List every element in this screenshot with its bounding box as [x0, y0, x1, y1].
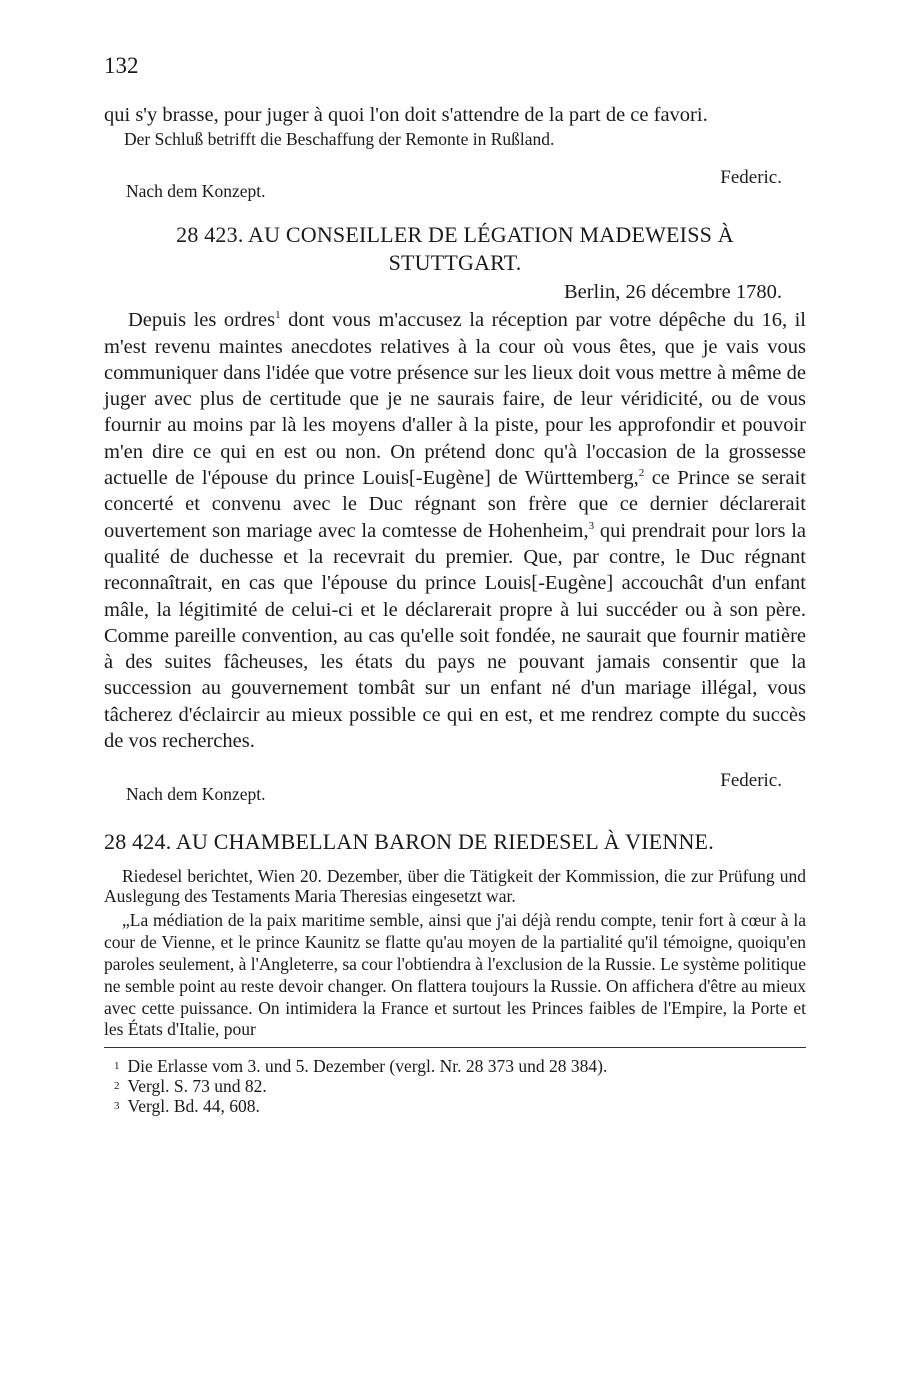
- letter-summary: Riedesel berichtet, Wien 20. Dezember, über die Tätigkeit der Kommission, die zur Prüfung und Auslegung des Testaments Maria Theresias eingesetzt war.: [104, 866, 806, 907]
- signature: Federic.: [720, 167, 782, 189]
- quoted-report: „La médiation de la paix maritime semble, ainsi que j'ai déjà rendu compte, tenir fort à cœur à la cour de Vienne, et le prince Kaunitz se flatte qu'au moyen de la partialité qu'il témoigne, quoiqu'en paroles seulement, à l'Angleterre, sa cour l'obtiendra à l'exclusion de la Russie. Le système politique ne semble point au reste devoir changer. On flattera toujours la Russie. On affichera d'être au mieux avec cette puissance. On intimidera la France et surtout les Princes faibles de l'Empire, la Porte et les États d'Italie, pour: [104, 910, 806, 1040]
- footnote: [104, 1056, 806, 1076]
- footnote: [104, 1096, 806, 1116]
- letter-body: [104, 307, 806, 754]
- footnote: [104, 1076, 806, 1096]
- body-text: Depuis les ordres: [128, 309, 276, 332]
- body-text: qui prendrait pour lors la qualité de duchesse et la recevrait du premier. Que, par contre, le Duc régnant reconnaîtrait, en cas que l'épouse du prince Louis[-Eugène] accouchât d'un enfant mâle, la légitimité de celui-ci et le déclarerait propre à lui succéder ou à son père. Comme pareille convention, au cas qu'elle soit fondée, ne saurait que fournir matière à des suites fâcheuses, les états du pays ne pouvant jamais consentir que la succession au gouvernement tombât sur un enfant né d'un mariage illégal, vous tâcherez d'éclaircir au mieux possible ce qui en est, et me rendrez compte du succès de vos recherches.: [104, 519, 806, 753]
- footnote-divider: [104, 1047, 806, 1048]
- footnote-text: Vergl. S. 73 und 82.: [127, 1076, 267, 1097]
- footnote-text: Die Erlasse vom 3. und 5. Dezember (vergl. Nr. 28 373 und 28 384).: [127, 1056, 608, 1077]
- document-page: [104, 52, 806, 1116]
- footnote-marker: 1: [275, 309, 281, 322]
- letter-dateline: Berlin, 26 décembre 1780.: [563, 281, 782, 304]
- footnote-marker: 2: [114, 1080, 120, 1093]
- page-number: 132: [104, 53, 139, 78]
- body-text: dont vous m'accusez la réception par votre dépêche du 16, il m'est revenu maintes anecdotes relatives à la cour où vous êtes, que je vais vous communiquer dans l'idée que votre présence sur les lieux doit vous mettre à même de juger avec plus de certitude que je ne saurais faire, de leur véridicité, ou de vous fournir au moins par là les moyens d'aller à la piste, pour les approfondir et pouvoir m'en dire ce qui en est ou non. On prétend donc qu'à l'occasion de la grossesse actuelle de l'épouse du prince Louis[-Eugène] de Württemberg,: [104, 309, 806, 490]
- letter-heading-28423: 28 423. AU CONSEILLER DE LÉGATION MADEWEISS À STUTTGART.: [176, 222, 734, 276]
- signature: Federic.: [720, 770, 782, 792]
- footnote-marker: 3: [114, 1100, 120, 1113]
- source-reference: Nach dem Konzept.: [126, 181, 266, 202]
- source-reference: Nach dem Konzept.: [126, 784, 266, 805]
- letter-heading-28424: 28 424. AU CHAMBELLAN BARON DE RIEDESEL À VIENNE.: [104, 829, 714, 855]
- previous-letter-ending: qui s'y brasse, pour juger à quoi l'on doit s'attendre de la part de ce favori.: [104, 104, 708, 126]
- footnote-marker: 1: [114, 1060, 120, 1073]
- editorial-note: Der Schluß betrifft die Beschaffung der Remonte in Rußland.: [124, 129, 555, 150]
- source-line: [104, 754, 806, 805]
- footnote-marker: 2: [638, 467, 645, 480]
- footnote-marker: 3: [588, 519, 595, 532]
- footnote-text: Vergl. Bd. 44, 608.: [127, 1096, 260, 1117]
- body-text: ce Prince se serait concerté et convenu avec le Duc régnant son frère que ce dernier déclarerait ouvertement son mariage avec la comtesse de Hohenheim,: [104, 467, 807, 542]
- source-line: [104, 151, 806, 202]
